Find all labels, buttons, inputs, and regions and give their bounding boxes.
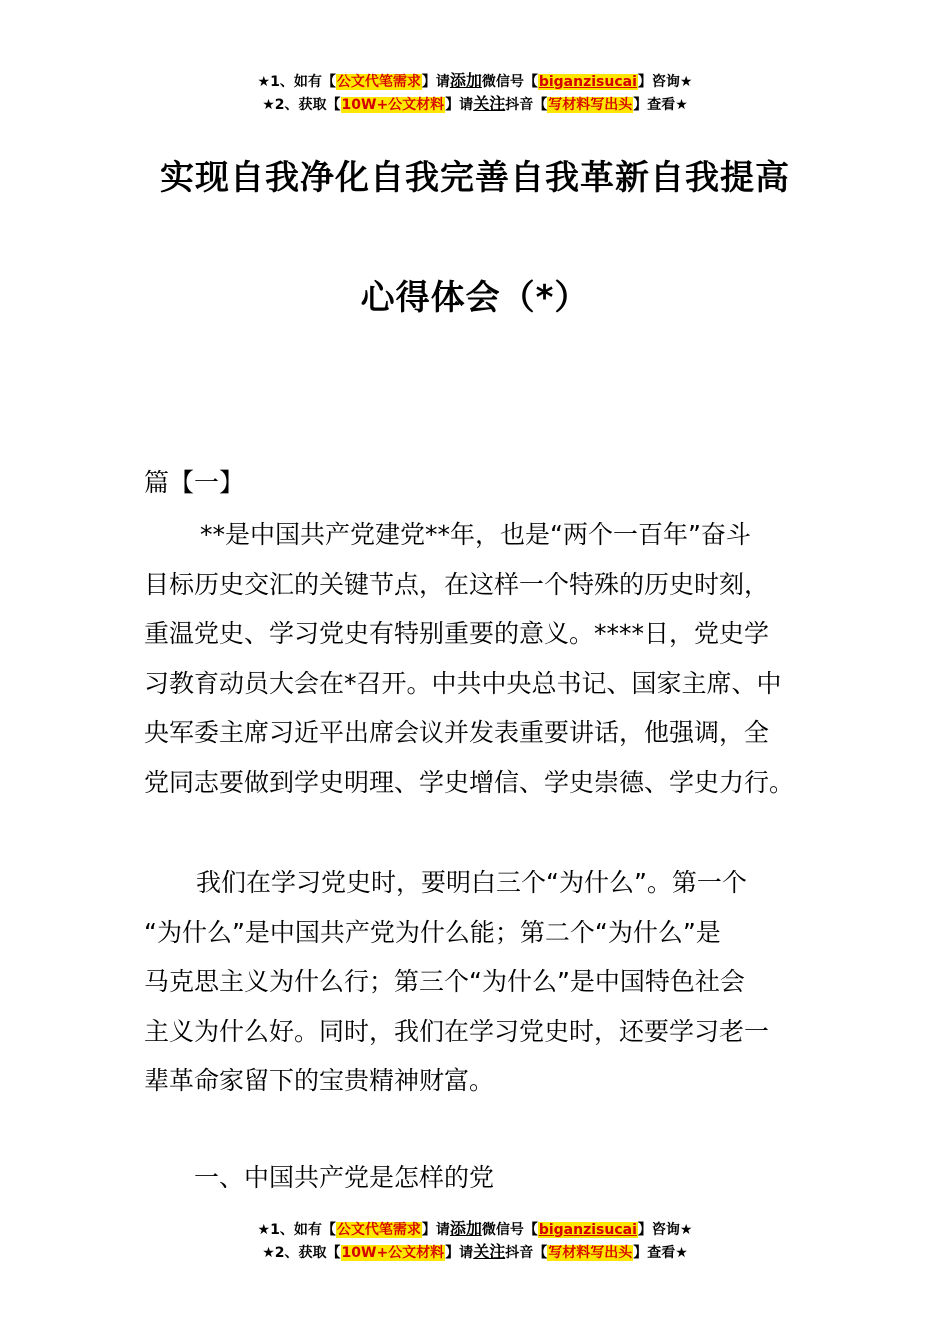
paragraph-line: 马克思主义为什么行；第三个“为什么”是中国特色社会: [144, 967, 745, 997]
banner-highlight-materials: 10W+公文材料: [341, 1245, 445, 1261]
document-title-line-1: 实现自我净化自我完善自我革新自我提高: [160, 158, 790, 198]
banner-line-1: ★1、如有【公文代笔需求】请添加微信号【biganzisucai】咨询★: [257, 71, 693, 90]
banner-douyin-account[interactable]: 写材料写出头: [548, 1245, 633, 1261]
section-heading-1: 一、中国共产党是怎样的党: [194, 1163, 495, 1192]
banner-emphasis-follow: 关注: [473, 1242, 506, 1261]
paragraph-1: [144, 510, 808, 808]
bottom-banner: [0, 1218, 950, 1264]
banner-highlight-materials: 10W+公文材料: [341, 97, 445, 113]
paragraph-line: “为什么”是中国共产党为什么能；第二个“为什么”是: [144, 917, 721, 947]
section-label: 篇【一】: [144, 468, 245, 497]
banner-line-1: ★1、如有【公文代笔需求】请添加微信号【biganzisucai】咨询★: [257, 1219, 693, 1238]
paragraph-line: 主义为什么好。同时，我们在学习党史时，还要学习老一: [144, 1016, 770, 1046]
paragraph-line: 我们在学习党史时，要明白三个“为什么”。第一个: [196, 868, 747, 897]
banner-line-2: ★2、获取【10W+公文材料】请关注抖音【写材料写出头】查看★: [262, 1242, 688, 1261]
banner-emphasis-follow: 关注: [473, 94, 506, 113]
banner-emphasis-add: 添加: [449, 71, 482, 90]
paragraph-2: [144, 858, 808, 1106]
paragraph-line: 目标历史交汇的关键节点，在这样一个特殊的历史时刻，: [144, 569, 770, 599]
top-banner: [0, 70, 950, 116]
document-title-line-2: 心得体会（*）: [360, 278, 590, 318]
banner-highlight-service: 公文代笔需求: [336, 1222, 421, 1238]
paragraph-line: 重温党史、学习党史有特别重要的意义。****日，党史学: [144, 619, 770, 649]
banner-line-2: ★2、获取【10W+公文材料】请关注抖音【写材料写出头】查看★: [262, 94, 688, 113]
banner-highlight-service: 公文代笔需求: [336, 74, 421, 90]
paragraph-line: **是中国共产党建党**年，也是“两个一百年”奋斗: [200, 520, 751, 549]
banner-wechat-id[interactable]: biganzisucai: [538, 74, 637, 90]
paragraph-line: 党同志要做到学史明理、学史增信、学史崇德、学史力行。: [144, 767, 795, 797]
banner-douyin-account[interactable]: 写材料写出头: [548, 97, 633, 113]
banner-emphasis-add: 添加: [449, 1219, 482, 1238]
paragraph-line: 习教育动员大会在*召开。中共中央总书记、国家主席、中: [144, 668, 782, 698]
paragraph-line: 央军委主席习近平出席会议并发表重要讲话，他强调，全: [144, 718, 770, 748]
paragraph-line: 辈革命家留下的宝贵精神财富。: [144, 1066, 495, 1096]
banner-wechat-id[interactable]: biganzisucai: [538, 1222, 637, 1238]
